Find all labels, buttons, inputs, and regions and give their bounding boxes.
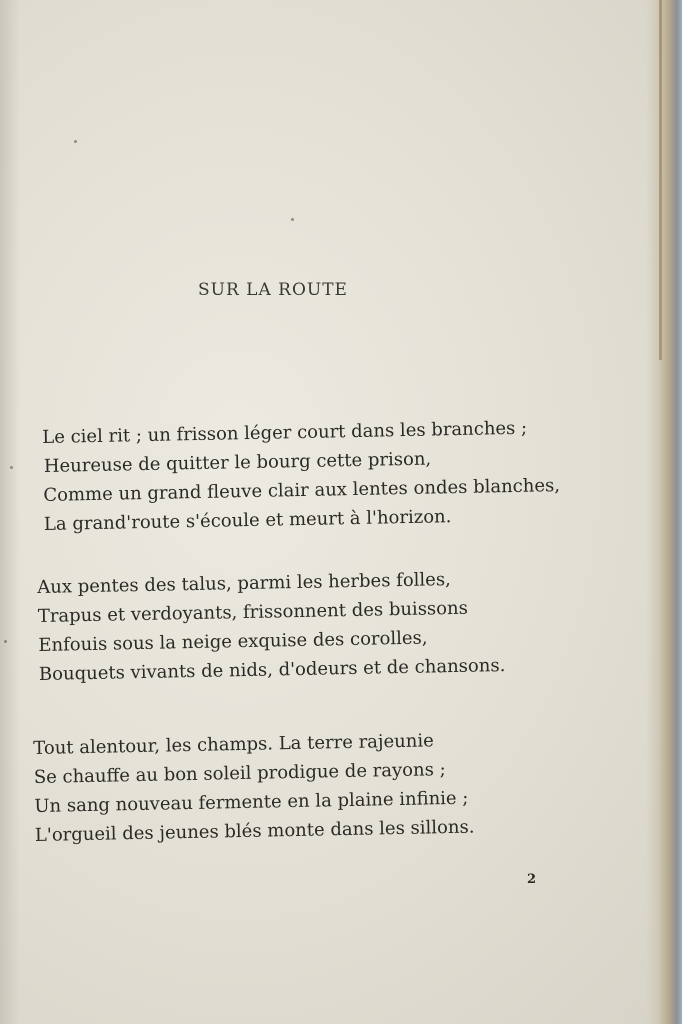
- stanza-1: [42, 411, 682, 539]
- poem-line: L'orgueil des jeunes blés monte dans les sillons.: [34, 816, 475, 846]
- poem-line: Heureuse de quitter le bourg cette prison,: [43, 448, 432, 477]
- poem-line: La grand'route s'écoule et meurt à l'horizon.: [43, 506, 452, 535]
- poem-line: Comme un grand fleuve clair aux lentes ondes blanches,: [43, 475, 561, 506]
- poem-line: Un sang nouveau fermente en la plaine infinie ;: [34, 787, 469, 817]
- poem-line: Trapus et verdoyants, frissonnent des buissons: [37, 597, 469, 627]
- stanza-3: [33, 722, 675, 850]
- poem-line: Se chauffe au bon soleil prodigue de rayons ;: [33, 759, 446, 788]
- paper-speck: [4, 640, 7, 643]
- stanza-2: [37, 561, 679, 689]
- page-edge-line: [659, 0, 662, 360]
- paper-speck: [74, 140, 77, 143]
- poem-line: Enfouis sous la neige exquise des corolles,: [38, 627, 428, 656]
- paper-speck: [291, 218, 294, 221]
- poem-line: Bouquets vivants de nids, d'odeurs et de chansons.: [38, 655, 506, 685]
- poem-line: Le ciel rit ; un frisson léger court dans les branches ;: [42, 417, 528, 448]
- poem-title: SUR LA ROUTE: [198, 280, 348, 300]
- gutter-shadow: [0, 0, 20, 1024]
- poem-line: Tout alentour, les champs. La terre rajeunie: [33, 730, 434, 759]
- page-marker: 2: [527, 872, 537, 887]
- paper-speck: [10, 466, 13, 469]
- poem-line: Aux pentes des talus, parmi les herbes folles,: [37, 569, 451, 598]
